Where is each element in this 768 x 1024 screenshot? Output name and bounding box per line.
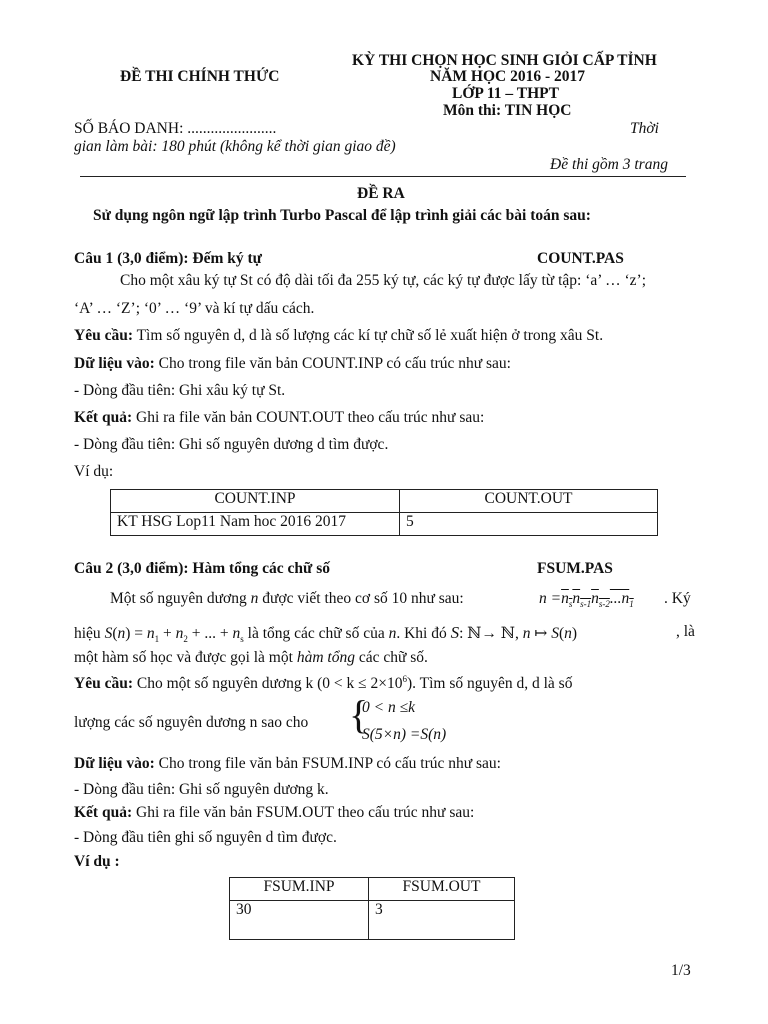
condition-1: 0 < n ≤k (362, 699, 415, 716)
table-header: COUNT.INP (111, 490, 400, 513)
q2-output-text: Ghi ra file văn bản FSUM.OUT theo cấu trúc như sau: (136, 804, 475, 821)
page-count: Đề thi gồm 3 trang (550, 156, 668, 173)
q1-req-label: Yêu cầu: (74, 327, 133, 344)
table-header-row (230, 878, 515, 901)
q1-desc-2: ‘A’ … ‘Z’; ‘0’ … ‘9’ và kí tự dấu cách. (74, 300, 315, 317)
q2-input-label: Dữ liệu vào: (74, 755, 155, 772)
q1-output-label: Kết quả: (74, 409, 133, 426)
q2-req-line-2: lượng các số nguyên dương n sao cho (74, 714, 309, 731)
q1-file: COUNT.PAS (537, 250, 624, 267)
q2-input-text: Cho trong file văn bản FSUM.INP có cấu trúc như sau: (158, 755, 501, 772)
q2-desc-1-b: được viết theo cơ số 10 như sau: (262, 590, 464, 607)
candidate-number: SỐ BÁO DANH: ....................... (74, 120, 277, 137)
system-brace-icon: { (349, 692, 369, 737)
header-divider (80, 176, 686, 177)
table-header: FSUM.OUT (369, 878, 515, 901)
table-cell: 30 (230, 901, 369, 940)
q2-desc-2-a: hiệu (74, 625, 101, 642)
q2-requirement (74, 674, 572, 693)
table-cell: 3 (369, 901, 515, 940)
q2-req-exp: 6 (402, 674, 407, 684)
table-header: COUNT.OUT (400, 490, 658, 513)
time-word: Thời (630, 120, 659, 137)
table-cell: 5 (400, 513, 658, 536)
sum-function-notation: S (104, 625, 113, 642)
page-number: 1/3 (671, 962, 691, 979)
q2-desc-2: hiệu $S(n) = n_1 + n_2$ + ... + $n_s$ là tổng các chữ số của n. Khi đó S: ℕ→ ℕ, n ↦ S(n) (74, 623, 578, 645)
q1-input-label: Dữ liệu vào: (74, 355, 155, 372)
official-label: ĐỀ THI CHÍNH THỨC (120, 68, 280, 85)
q2-input-line: - Dòng đầu tiên: Ghi số nguyên dương k. (74, 781, 329, 798)
q2-output-line: - Dòng đầu tiên ghi số nguyên d tìm được. (74, 829, 337, 846)
table-header-row (111, 490, 658, 513)
q2-desc-2-b: là tổng các chữ số của (247, 625, 385, 642)
table-row (111, 513, 658, 536)
time-allowed: gian làm bài: 180 phút (không kể thời gian giao đề) (74, 138, 396, 155)
q2-req-text-2: ). Tìm số nguyên d, d là số (406, 675, 573, 693)
q2-req-text: Cho một số nguyên dương k (0 < k ≤ 2×10 (136, 675, 403, 693)
q2-desc-2-end: , là (676, 623, 695, 640)
q1-input-text: Cho trong file văn bản COUNT.INP có cấu trúc như sau: (158, 355, 511, 372)
q1-req-text: Tìm số nguyên d, d là số lượng các kí tự chữ số lẻ xuất hiện ở trong xâu St. (136, 327, 604, 344)
q2-desc-3-a: một hàm số học và được gọi là một (74, 649, 293, 666)
q1-title: Câu 1 (3,0 điểm): Đếm ký tự (74, 250, 262, 267)
q2-output (74, 804, 694, 822)
q2-example-label: Ví dụ : (74, 853, 120, 870)
q1-input (74, 355, 694, 373)
q2-desc-1-n: n (250, 590, 259, 607)
exam-title: KỲ THI CHỌN HỌC SINH GIỎI CẤP TỈNH (352, 52, 657, 69)
q2-desc-1-a: Một số nguyên dương (110, 590, 247, 607)
table-header: FSUM.INP (230, 878, 369, 901)
q1-example-label: Ví dụ: (74, 463, 114, 480)
q2-desc-2-c: . Khi đó (396, 625, 447, 642)
section-heading: ĐỀ RA (357, 185, 405, 202)
q2-desc-1 (110, 590, 464, 608)
q1-desc-1: Cho một xâu ký tự St có độ dài tối đa 255 ký tự, các ký tự được lấy từ tập: ‘a’ … ‘z’; (120, 272, 647, 289)
q1-example-table (110, 489, 658, 536)
q2-req-label: Yêu cầu: (74, 675, 133, 693)
q2-desc-1-end: . Ký (664, 590, 691, 607)
q2-output-label: Kết quả: (74, 804, 133, 821)
digit-notation-formula: $n =n_sn_{s-1}n_{s-2}...n_1$ (539, 590, 634, 610)
q2-title: Câu 2 (3,0 điểm): Hàm tổng các chữ số (74, 560, 330, 577)
q2-input (74, 755, 694, 773)
q2-desc-3-end: các chữ số. (358, 649, 428, 666)
table-row (230, 901, 515, 940)
exam-year: NĂM HỌC 2016 - 2017 (430, 68, 585, 85)
q2-desc-3 (74, 649, 428, 667)
q1-output-line: - Dòng đầu tiên: Ghi số nguyên dương d tìm được. (74, 436, 389, 453)
q2-example-table (229, 877, 515, 940)
q1-output-text: Ghi ra file văn bản COUNT.OUT theo cấu trúc như sau: (136, 409, 485, 426)
table-cell: KT HSG Lop11 Nam hoc 2016 2017 (111, 513, 400, 536)
q2-file: FSUM.PAS (537, 560, 613, 577)
q2-desc-3-italic: hàm tổng (296, 649, 355, 666)
exam-grade: LỚP 11 – THPT (452, 85, 559, 102)
condition-2: S(5×n) =S(n) (362, 726, 447, 743)
instruction-line: Sử dụng ngôn ngữ lập trình Turbo Pascal để lập trình giải các bài toán sau: (93, 207, 591, 224)
q1-output (74, 409, 694, 427)
q1-input-line: - Dòng đầu tiên: Ghi xâu ký tự St. (74, 382, 286, 399)
q1-requirement (74, 327, 694, 345)
exam-subject: Môn thi: TIN HỌC (443, 102, 572, 119)
